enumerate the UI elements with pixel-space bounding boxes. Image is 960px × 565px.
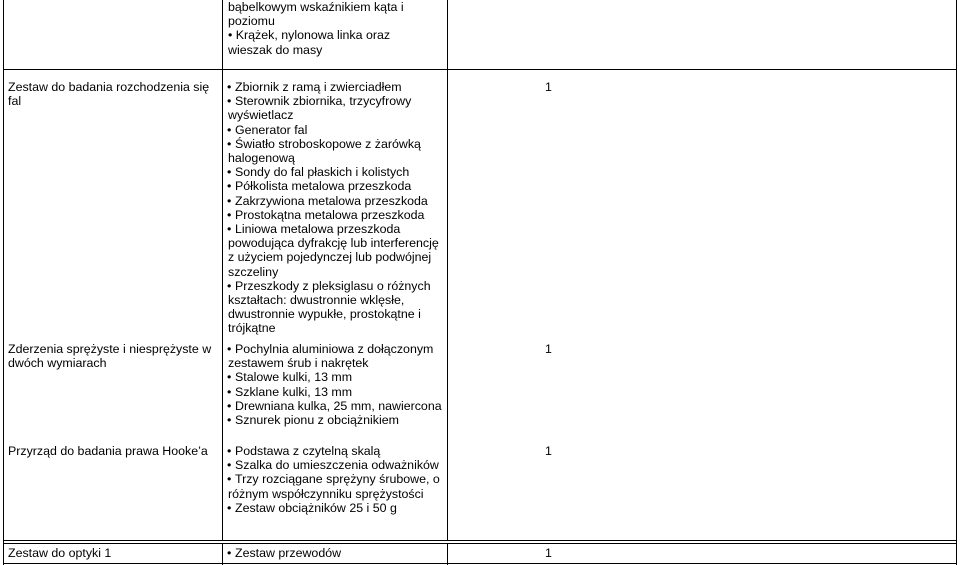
list-item: • Prostokątna metalowa przeszkoda [228,208,443,222]
list-item: • Szalka do umieszczenia odważników [228,458,443,472]
list-item: bąbelkowym wskaźnikiem kąta i [228,0,404,14]
row-items [228,546,443,560]
list-item: wieszak do masy [228,42,323,57]
list-item: • Krążek, nylonowa linka oraz [228,28,391,43]
row-name: Zderzenia sprężyste i niesprężyste w dwóch wymiarach [8,342,212,371]
row-name: Zestaw do optyki 1 [8,546,112,560]
list-item: • Zakrzywiona metalowa przeszkoda [228,194,443,208]
row-quantity: 1 [545,546,552,560]
row-divider [3,540,957,541]
row-divider [3,543,957,544]
table-column-divider [222,543,223,565]
table-column-divider [222,0,223,540]
list-item: • Stalowe kulki, 13 mm [228,370,443,384]
list-item: • Przeszkody z pleksiglasu o różnych kształtach: dwustronnie wklęsłe, dwustronnie wypukłe, prostokątne i trójkątne [228,279,443,336]
list-item: • Sondy do fal płaskich i kolistych [228,165,443,179]
list-item: • Sznurek pionu z obciążnikiem [228,413,443,427]
list-item: • Światło stroboskopowe z żarówką halogenową [228,137,443,165]
row-items [228,80,443,336]
list-item: • Sterownik zbiornika, trzycyfrowy wyświetlacz [228,94,443,122]
list-item: • Podstawa z czytelną skalą [228,444,443,458]
list-item: • Drewniana kulka, 25 mm, nawiercona [228,399,443,413]
table-border-bottom [3,563,957,564]
row-divider [3,69,957,70]
list-item: • Generator fal [228,123,443,137]
table-column-divider [447,0,448,540]
list-item: • Zbiornik z ramą i zwierciadłem [228,80,443,94]
list-item: poziomu [228,14,275,29]
row-quantity: 1 [545,342,552,356]
list-item: • Trzy rozciągane sprężyny śrubowe, o różnym współczynniku sprężystości [228,472,443,500]
list-item: • Liniowa metalowa przeszkoda powodująca dyfrakcję lub interferencję z użyciem pojedynczej lub podwójnej szczeliny [228,222,443,279]
continued-items [228,0,443,57]
row-quantity: 1 [545,444,552,458]
list-item: • Pochylnia aluminiowa z dołączonym zestawem śrub i nakrętek [228,342,443,370]
row-quantity: 1 [545,80,552,94]
row-name: Zestaw do badania rozchodzenia się fal [8,80,210,109]
row-items [228,342,443,427]
row-name: Przyrząd do badania prawa Hooke’a [8,444,208,458]
list-item: • Zestaw przewodów [228,546,443,560]
table-border-left [3,0,4,565]
table-border-right [956,0,957,565]
list-item: • Półkolista metalowa przeszkoda [228,179,443,193]
list-item: • Szklane kulki, 13 mm [228,385,443,399]
list-item: • Zestaw obciążników 25 i 50 g [228,501,443,515]
row-items [228,444,443,515]
table-column-divider [447,543,448,565]
